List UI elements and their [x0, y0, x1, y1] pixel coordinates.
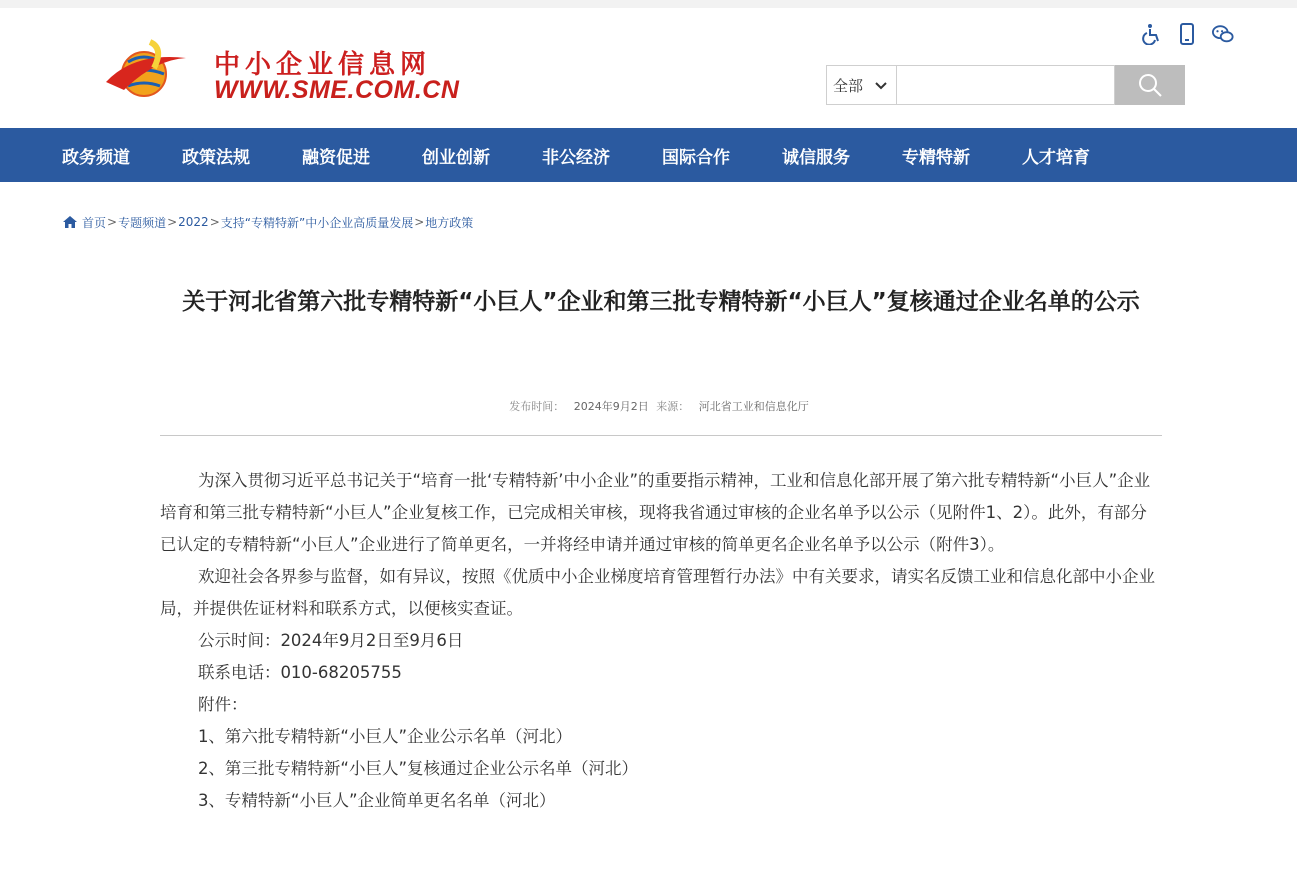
publish-date: 2024年9月2日 [573, 400, 649, 413]
notice-period: 公示时间：2024年9月2日至9月6日 [197, 631, 464, 650]
chevron-down-icon [873, 77, 889, 93]
site-logo[interactable] [104, 38, 460, 108]
tool-icons [1140, 22, 1234, 48]
publish-label: 发布时间： [509, 400, 565, 413]
nav-item-international[interactable]: 国际合作 [662, 147, 730, 168]
breadcrumb-local-policy[interactable]: 地方政策 [425, 215, 474, 230]
article-title: 关于河北省第六批专精特新“小巨人”企业和第三批专精特新“小巨人”复核通过企业名单的公示 [182, 289, 1140, 315]
top-strip [0, 0, 1297, 8]
home-icon [62, 214, 78, 230]
breadcrumb-separator: > [107, 215, 118, 229]
nav-item-talent[interactable]: 人才培育 [1022, 147, 1090, 168]
breadcrumb-separator: > [414, 215, 425, 229]
nav-item-gov[interactable]: 政务频道 [62, 147, 130, 168]
divider [160, 435, 1162, 436]
search-scope-value: 全部 [833, 76, 864, 95]
attachment-link[interactable]: 3、专精特新“小巨人”企业简单更名名单（河北） [197, 791, 556, 810]
attachments-label: 附件： [197, 695, 248, 714]
globe-logo-icon [104, 38, 188, 108]
breadcrumb-home[interactable]: 首页 [82, 215, 107, 230]
nav-item-private-economy[interactable]: 非公经济 [542, 147, 610, 168]
contact-phone: 联系电话：010-68205755 [197, 663, 402, 682]
nav-item-credit[interactable]: 诚信服务 [782, 147, 850, 168]
main-nav [0, 128, 1297, 182]
search-bar [826, 65, 1185, 105]
attachment-link[interactable]: 2、第三批专精特新“小巨人”复核通过企业公示名单（河北） [197, 759, 639, 778]
breadcrumb-topics[interactable]: 专题频道 [118, 215, 167, 230]
breadcrumb-separator: > [209, 215, 220, 229]
paragraph: 为深入贯彻习近平总书记关于“培育一批‘专精特新’中小企业”的重要指示精神，工业和信息化部开展了第六批专精特新“小巨人”企业培育和第三批专精特新“小巨人”企业复核工作，已完成相关审核，现将我省通过审核的企业名单予以公示（见附件1、2）。此外，有部分已认定的专精特新“小巨人”企业进行了简单更名，一并将经申请并通过审核的简单更名企业名单予以公示（附件3）。 [160, 471, 1151, 554]
source-label: 来源： [656, 400, 690, 413]
mobile-phone-icon[interactable] [1176, 22, 1198, 46]
nav-item-specialized[interactable]: 专精特新 [902, 147, 970, 168]
breadcrumb-topic[interactable]: 支持“专精特新”中小企业高质量发展 [220, 215, 414, 230]
nav-item-finance[interactable]: 融资促进 [302, 147, 370, 168]
nav-item-innovation[interactable]: 创业创新 [422, 147, 490, 168]
site-domain: WWW.SME.COM.CN [214, 76, 460, 104]
search-scope-select[interactable] [826, 65, 897, 105]
breadcrumb-separator: > [167, 215, 178, 229]
article-content [160, 465, 1162, 817]
search-button[interactable] [1115, 65, 1185, 105]
attachment-link[interactable]: 1、第六批专精特新“小巨人”企业公示名单（河北） [197, 727, 573, 746]
site-name-cn: 中小企业信息网 [214, 50, 432, 80]
breadcrumb-year[interactable]: 2022 [178, 215, 209, 229]
nav-item-policy[interactable]: 政策法规 [182, 147, 250, 168]
source: 河北省工业和信息化厅 [698, 400, 809, 413]
wechat-icon[interactable] [1212, 22, 1234, 46]
breadcrumb [62, 212, 473, 232]
paragraph: 欢迎社会各界参与监督，如有异议，按照《优质中小企业梯度培育管理暂行办法》中有关要求，请实名反馈工业和信息化部中小企业局，并提供佐证材料和联系方式，以便核实查证。 [160, 567, 1155, 618]
search-icon [1137, 72, 1163, 98]
search-input[interactable] [897, 65, 1115, 105]
wheelchair-icon[interactable] [1140, 22, 1162, 46]
article-meta [160, 398, 1162, 414]
